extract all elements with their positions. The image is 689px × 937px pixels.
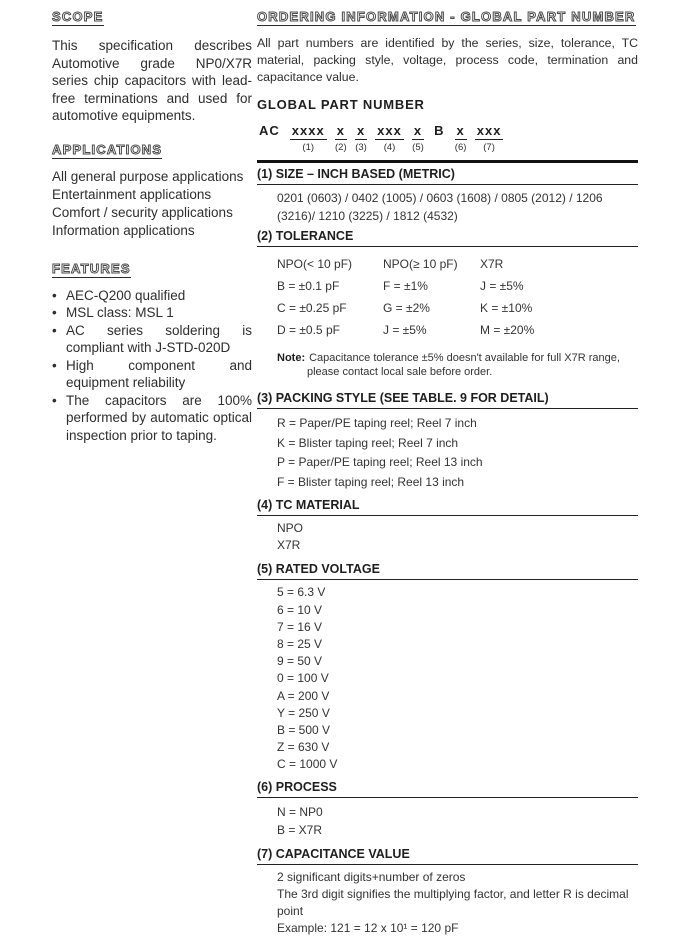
packing-list: [257, 414, 638, 492]
tolerance-cell: C = ±0.25 pF: [277, 301, 347, 315]
bullet-icon: •: [52, 305, 57, 320]
tolerance-cell: M = ±20%: [480, 323, 535, 337]
tolerance-column: [480, 253, 638, 341]
tolerance-col-header: NPO(≥ 10 pF): [383, 257, 458, 271]
part-number-segment: xxx (7): [476, 123, 502, 153]
part-number-prefix: AC: [259, 123, 280, 138]
applications-heading-row: [52, 141, 252, 159]
tolerance-col-header: NPO(< 10 pF): [277, 257, 353, 271]
voltage-item: B = 500 V: [277, 723, 331, 738]
tolerance-table: [257, 253, 638, 341]
bullet-icon: •: [52, 392, 57, 408]
tolerance-cell: D = ±0.5 pF: [277, 323, 340, 337]
tolerance-cell: K = ±10%: [480, 301, 533, 315]
tc-material-item: NPO: [277, 521, 304, 535]
tc-material-item: X7R: [277, 538, 301, 553]
ordering-information-column: [257, 8, 638, 937]
part-number-segment: xxx (4): [377, 123, 402, 153]
tolerance-note: [257, 351, 638, 379]
capacitance-line: 2 significant digits+number of zeros: [277, 869, 466, 884]
tc-material-list: [257, 520, 638, 554]
part-number-segment: [257, 123, 282, 141]
bullet-icon: •: [52, 357, 57, 373]
application-item: All general purpose applications: [52, 168, 244, 184]
voltage-item: C = 1000 V: [277, 757, 338, 772]
process-list: [257, 803, 638, 839]
packing-item: F = Blister taping reel; Reel 13 inch: [277, 474, 465, 489]
feature-item: [52, 357, 252, 392]
note-label: Note:: [277, 352, 306, 364]
voltage-item: 8 = 25 V: [277, 637, 323, 652]
voltage-item: 5 = 6.3 V: [277, 585, 326, 600]
tolerance-column: [383, 253, 480, 341]
part-number-segment: x (3): [355, 123, 367, 153]
section-rated-voltage-heading: (5) RATED VOLTAGE: [257, 562, 638, 580]
applications-heading: APPLICATIONS: [52, 141, 163, 157]
voltage-item: Y = 250 V: [277, 705, 330, 720]
tolerance-cell: F = ±1%: [383, 279, 428, 293]
scope-heading: SCOPE: [52, 9, 104, 24]
size-values: 0201 (0603) / 0402 (1005) / 0603 (1608) / 0805 (2012) / 1206 (3216)/ 1210 (3225) / 1812 (4532): [277, 191, 603, 223]
tolerance-cell: B = ±0.1 pF: [277, 279, 340, 293]
heavy-divider: [257, 160, 638, 163]
note-text: Capacitance tolerance ±5% doesn't available for full X7R range,: [309, 352, 620, 364]
tolerance-cell: G = ±2%: [383, 301, 430, 315]
feature-text: AEC-Q200 qualified: [66, 287, 186, 303]
feature-text: High component and equipment reliability: [66, 357, 252, 390]
section-process-heading: (6) PROCESS: [257, 780, 638, 798]
section-tolerance-heading: (2) TOLERANCE: [257, 229, 638, 247]
part-number-segment: xxxx (1): [291, 123, 325, 153]
features-list: [52, 287, 252, 445]
feature-item: [52, 392, 252, 445]
tolerance-col-header: X7R: [480, 257, 504, 271]
voltage-item: 9 = 50 V: [277, 654, 323, 669]
packing-item: K = Blister taping reel; Reel 7 inch: [277, 435, 459, 450]
features-heading-row: [52, 260, 252, 278]
scope-paragraph: This specification describes Automotive grade NP0/X7R series chip capacitors with lead-free terminations and used for automotive equipments.: [52, 38, 252, 123]
applications-list: [52, 168, 252, 240]
ordering-intro-paragraph: All part numbers are identified by the series, size, tolerance, TC material, packing style, voltage, process code, termination and capacitance value.: [257, 36, 638, 84]
part-number-segment: x (6): [454, 123, 467, 153]
section-size-heading: (1) SIZE – INCH BASED (METRIC): [257, 167, 638, 185]
voltage-item: 7 = 16 V: [277, 619, 323, 634]
part-number-segment: x (5): [412, 123, 424, 153]
part-number-diagram: [257, 123, 638, 153]
capacitance-example: Example: 121 = 12 x 10¹ = 120 pF: [277, 920, 459, 935]
features-heading: FEATURES: [52, 260, 131, 276]
feature-text: AC series soldering is compliant with J-STD-020D: [66, 322, 252, 355]
voltage-item: 6 = 10 V: [277, 602, 323, 617]
application-item: Information applications: [52, 222, 195, 238]
application-item: Comfort / security applications: [52, 204, 233, 220]
voltage-item: 0 = 100 V: [277, 671, 329, 686]
part-number-segment: B: [434, 123, 445, 138]
part-number-segment: x (2): [335, 123, 347, 153]
voltage-item: A = 200 V: [277, 688, 330, 703]
application-item: Entertainment applications: [52, 186, 212, 202]
process-item: B = X7R: [277, 822, 323, 837]
section-tc-material-heading: (4) TC MATERIAL: [257, 498, 638, 516]
bullet-icon: •: [52, 322, 57, 338]
feature-text: The capacitors are 100% performed by automatic optical inspection prior to taping.: [66, 392, 252, 443]
process-item: N = NP0: [277, 804, 323, 819]
feature-item: [52, 304, 252, 322]
feature-item: [52, 322, 252, 357]
section-capacitance-heading: (7) CAPACITANCE VALUE: [257, 847, 638, 865]
section-packing-heading: (3) PACKING STYLE (SEE TABLE. 9 FOR DETAIL): [257, 391, 638, 409]
global-part-number-title: GLOBAL PART NUMBER: [257, 97, 425, 112]
feature-item: [52, 287, 252, 305]
note-text: please contact local sale before order.: [307, 366, 493, 378]
tolerance-cell: J = ±5%: [383, 323, 427, 337]
capacitance-line: The 3rd digit signifies the multiplying factor, and letter R is decimal point: [277, 886, 629, 918]
packing-item: P = Paper/PE taping reel; Reel 13 inch: [277, 455, 483, 469]
packing-item: R = Paper/PE taping reel; Reel 7 inch: [277, 416, 477, 430]
tolerance-column: [277, 253, 383, 341]
ordering-information-heading: ORDERING INFORMATION - GLOBAL PART NUMBER: [257, 9, 636, 24]
rated-voltage-list: [257, 584, 638, 773]
bullet-icon: •: [52, 287, 57, 303]
left-column: [52, 8, 252, 444]
tolerance-cell: J = ±5%: [480, 279, 524, 293]
voltage-item: Z = 630 V: [277, 740, 330, 755]
capacitance-description: [257, 869, 638, 937]
feature-text: MSL class: MSL 1: [66, 305, 174, 320]
